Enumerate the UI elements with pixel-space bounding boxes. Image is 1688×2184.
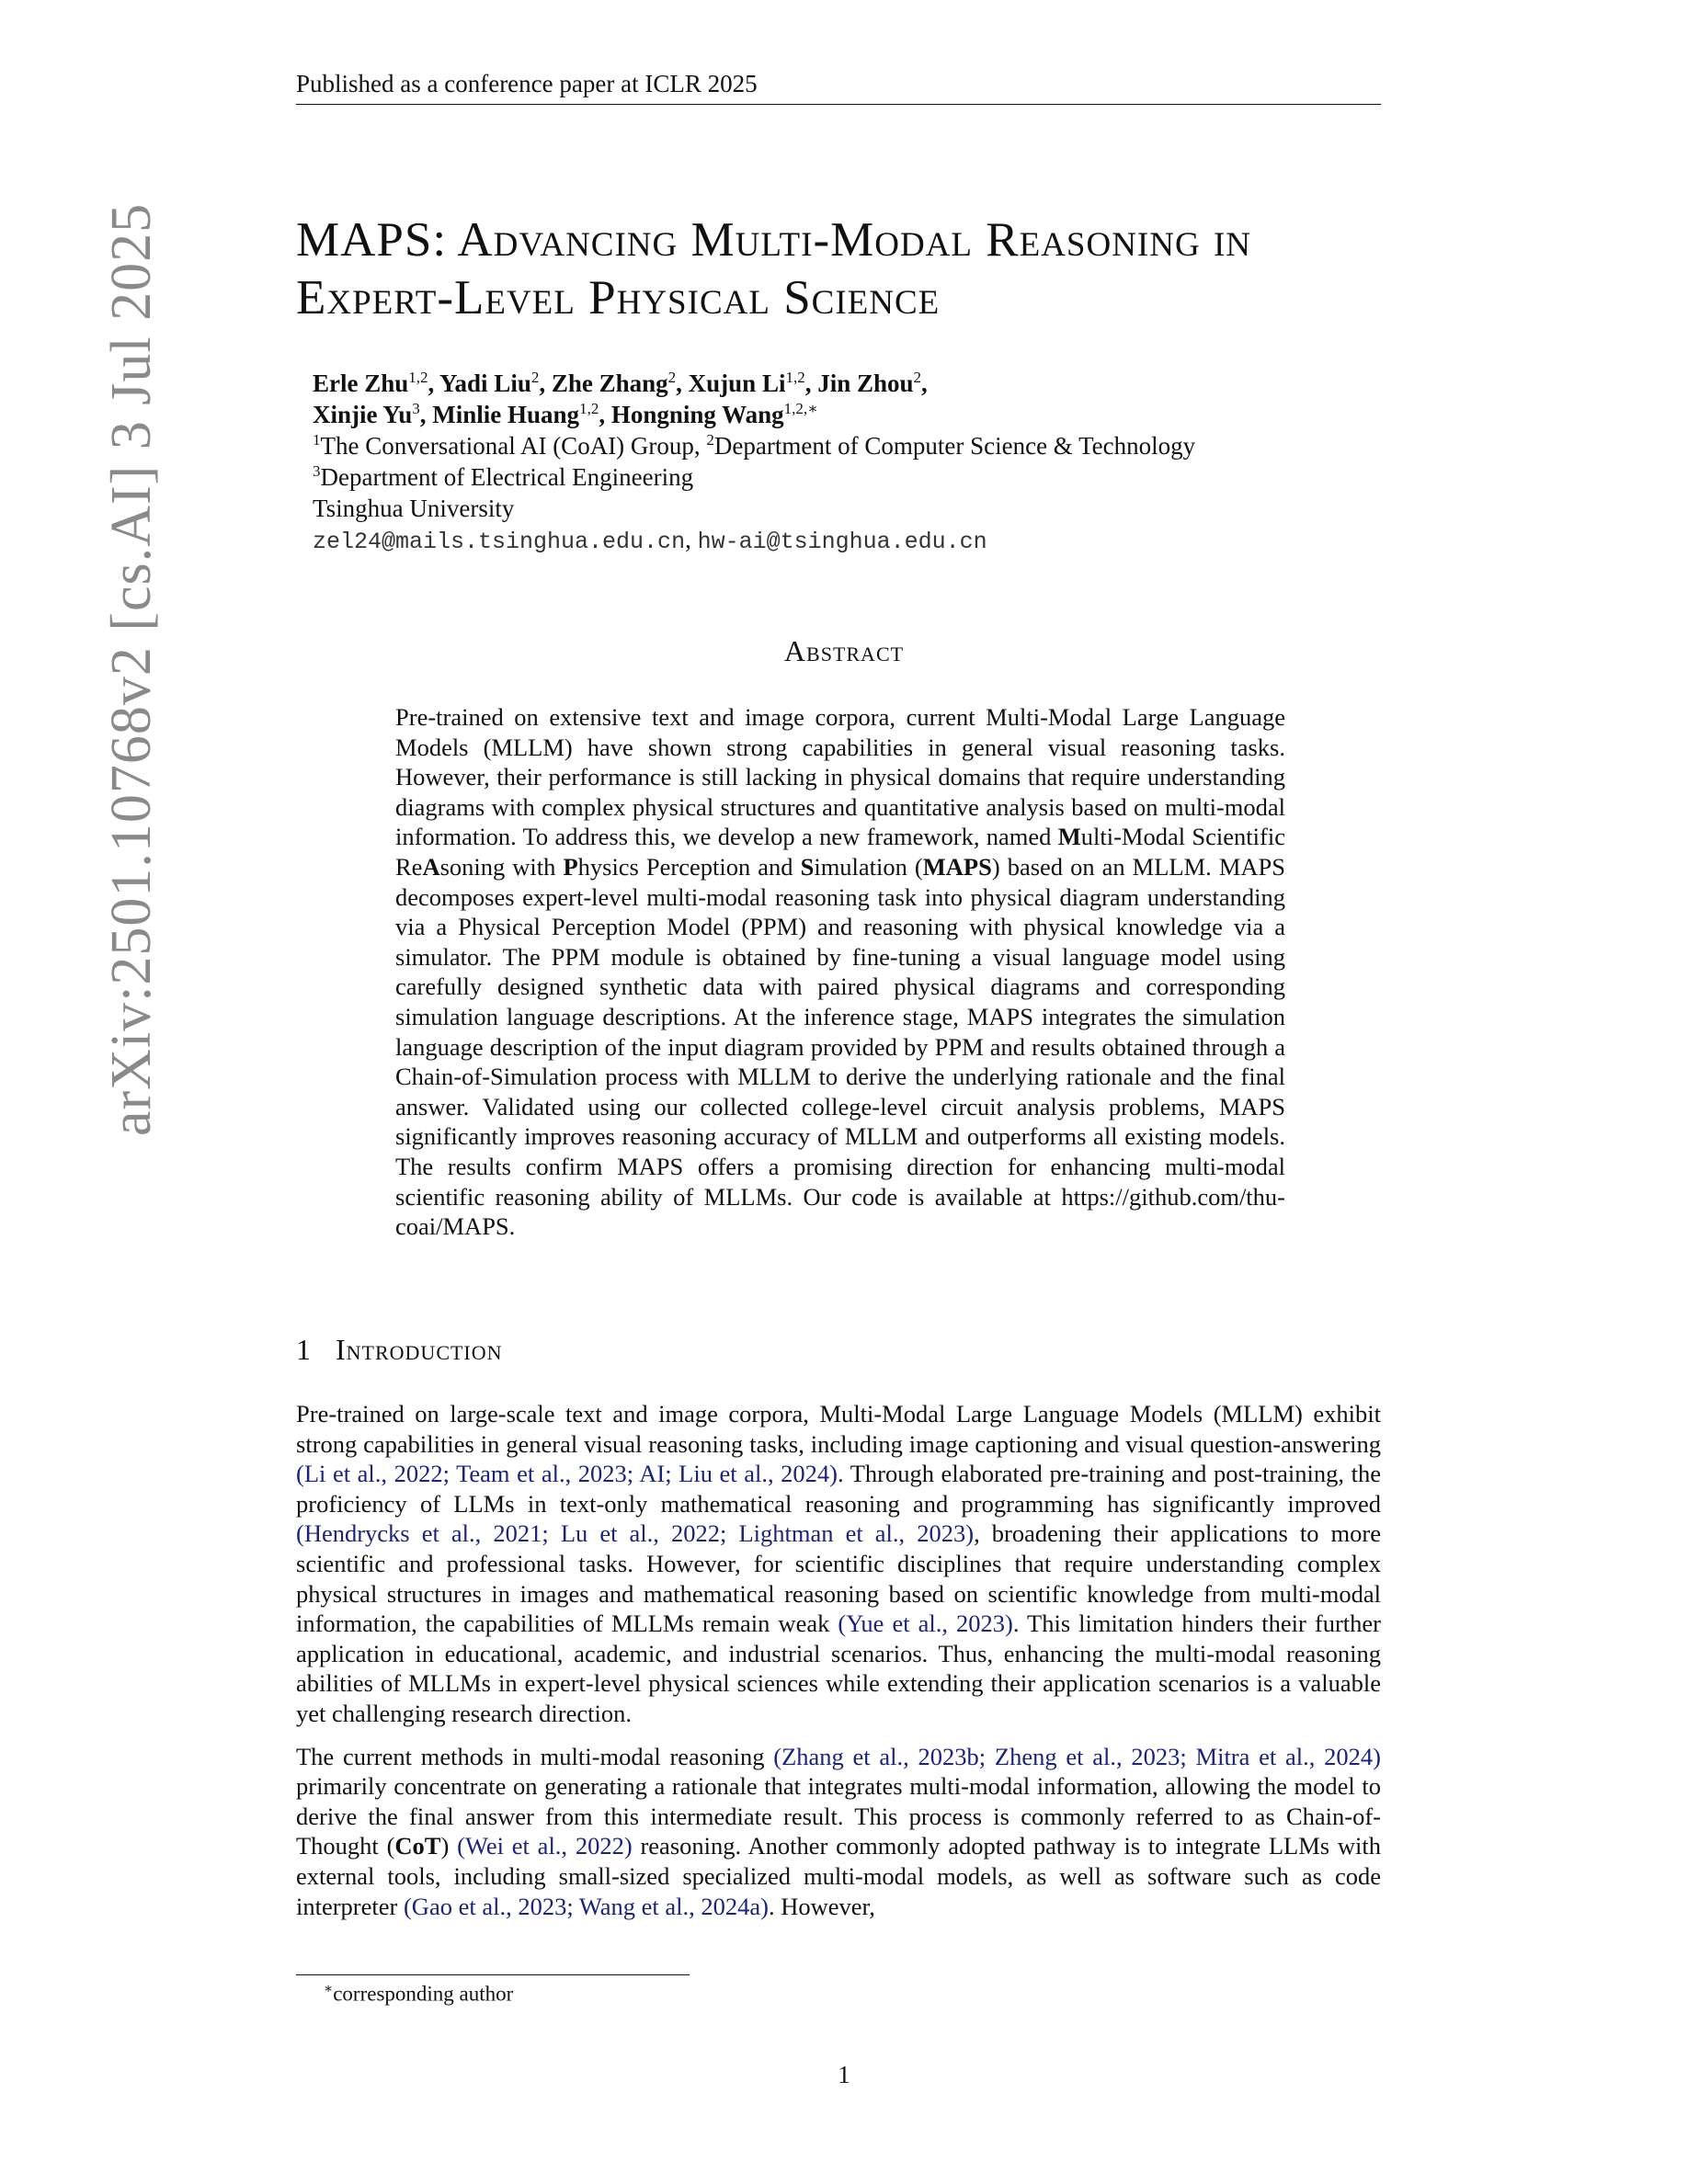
intro-text: . Through elaborated pre-training and post-training, the proficiency of LLMs in text-only mathematical reasoning and programming has significantly improved — [296, 1460, 1381, 1518]
author-affiliation-sup: 1,2,∗ — [783, 400, 818, 417]
author-name: Zhe Zhang — [551, 370, 668, 397]
intro-text: reasoning. Another commonly adopted pathway is to integrate LLMs with external tools, including small-sized specialized multi-modal models, as well as software such as code interpreter — [296, 1832, 1381, 1920]
author-separator: , — [428, 370, 440, 397]
author-affiliation-sup: 2 — [913, 369, 922, 386]
abstract-text: Pre-trained on extensive text and image corpora, current Multi-Modal Large Language Models (MLLM) have shown strong capabilities in general visual reasoning tasks. However, their performance is still lacking in physical domains that require understanding diagrams with complex physical structures and quantitative analysis based on multi-modal information. To address this, we develop a new framework, named — [395, 703, 1285, 851]
author-separator: , — [419, 401, 433, 428]
author-affiliation-sup: 1,2 — [785, 369, 805, 386]
section-title: Introduction — [336, 1333, 503, 1366]
author-name: Xujun Li — [688, 370, 786, 397]
email-2[interactable]: hw-ai@tsinghua.edu.cn — [697, 529, 987, 555]
running-header: Published as a conference paper at ICLR 2025 — [296, 70, 1381, 105]
abstract-bold: MAPS — [922, 852, 992, 881]
citation-link[interactable]: (Wei et al., 2022) — [457, 1832, 633, 1860]
author-affiliation-sup: 2 — [667, 369, 677, 386]
author-separator: , — [921, 370, 928, 397]
citation-link[interactable]: (Zhang et al., 2023b; Zheng et al., 2023; Mitra et al., 2024) — [773, 1742, 1381, 1770]
email-separator: , — [685, 526, 698, 553]
intro-text: , broadening their applications to more scientific and professional tasks. However, for scientific disciplines that require understanding complex physical structures in images and mathematical reasoning based on scientific knowledge from multi-modal information, the capabilities of MLLMs remain weak — [296, 1519, 1381, 1638]
abstract-bold: M — [1057, 823, 1081, 851]
author-line-1 — [313, 368, 1379, 399]
author-separator: , — [804, 370, 818, 397]
author-affiliation-sup: 1,2 — [408, 369, 428, 386]
affiliation-sup: 3 — [313, 462, 321, 480]
intro-paragraph-2 — [296, 1742, 1381, 1922]
author-separator: , — [539, 370, 552, 397]
citation-link[interactable]: (Gao et al., 2023; Wang et al., 2024a) — [403, 1892, 769, 1920]
author-name: Xinjie Yu — [313, 401, 413, 428]
author-affiliation-sup: 1,2 — [579, 400, 599, 417]
abstract-text: hysics Perception and — [577, 852, 801, 881]
abstract-body — [395, 702, 1285, 1242]
email-1[interactable]: zel24@mails.tsinghua.edu.cn — [313, 529, 686, 555]
author-block — [313, 368, 1379, 558]
abstract-text: ulti-Modal Scientific Re — [395, 823, 1285, 881]
author-separator: , — [676, 370, 689, 397]
author-affiliation-sup: 3 — [412, 400, 420, 417]
abstract-text: soning with — [439, 852, 564, 881]
citation-link[interactable]: (Li et al., 2022; Team et al., 2023; AI; Liu et al., 2024) — [296, 1460, 838, 1488]
page-number: 1 — [838, 2061, 850, 2088]
email-line — [313, 524, 1379, 558]
affiliation-coai: The Conversational AI (CoAI) Group, — [320, 432, 707, 460]
university: Tsinghua University — [313, 495, 515, 522]
footnote-rule — [296, 1974, 690, 1975]
author-affiliation-sup: 2 — [530, 369, 540, 386]
affiliation-ee: Department of Electrical Engineering — [320, 463, 694, 491]
citation-link[interactable]: (Yue et al., 2023) — [838, 1610, 1013, 1638]
abstract-text: imulation ( — [814, 852, 923, 881]
introduction-body — [296, 1399, 1381, 1934]
affiliation-cs: Department of Computer Science & Technology — [713, 432, 1196, 460]
author-line-2 — [313, 399, 1379, 430]
intro-bold: CoT — [394, 1832, 441, 1860]
footnote — [324, 1980, 513, 2007]
intro-text: ) — [440, 1832, 458, 1860]
affiliation-line-1 — [313, 430, 1379, 461]
footnote-mark: ∗ — [324, 1982, 334, 1996]
abstract-bold: P — [563, 852, 578, 881]
section-heading-introduction — [296, 1333, 503, 1367]
section-number: 1 — [296, 1333, 312, 1366]
author-name: Erle Zhu — [313, 370, 409, 397]
author-name: Minlie Huang — [432, 401, 580, 428]
arxiv-side-stamp: arXiv:2501.10768v2 [cs.AI] 3 Jul 2025 — [100, 202, 163, 1136]
citation-link[interactable]: (Hendrycks et al., 2021; Lu et al., 2022; Lightman et al., 2023) — [296, 1519, 975, 1548]
affiliation-line-2 — [313, 461, 1379, 493]
intro-text: . This limitation hinders their further application in educational, academic, and industrial scenarios. Thus, enhancing the multi-modal reasoning abilities of MLLMs in expert-level physical sciences while extending their application scenarios is a valuable yet challenging research direction. — [296, 1610, 1381, 1727]
intro-text: Pre-trained on large-scale text and image corpora, Multi-Modal Large Language Models (MLLM) exhibit strong capabilities in general visual reasoning tasks, including image captioning and visual question-answering — [296, 1400, 1381, 1458]
affiliation-sup: 2 — [706, 431, 714, 449]
paper-title: MAPS: Advancing Multi-Modal Reasoning in Expert-Level Physical Science — [296, 213, 1251, 324]
author-name: Jin Zhou — [817, 370, 914, 397]
abstract-text: ) based on an MLLM. MAPS decomposes expert-level multi-modal reasoning task into physical diagram understanding via a Physical Perception Model (PPM) and reasoning with physical knowledge via a simulator. The PPM module is obtained by fine-tuning a visual language model using carefully designed synthetic data with paired physical diagrams and corresponding simulation language descriptions. At the inference stage, MAPS integrates the simulation language description of the input diagram provided by PPM and results obtained through a Chain-of-Simulation process with MLLM to derive the underlying rationale and the final answer. Validated using our collected college-level circuit analysis problems, MAPS significantly improves reasoning accuracy of MLLM and outperforms all existing models. The results confirm MAPS offers a promising direction for enhancing multi-modal scientific reasoning ability of MLLMs. Our code is available at https://github.com/thu-coai/MAPS. — [395, 852, 1285, 1241]
abstract-bold: A — [422, 852, 440, 881]
footnote-text: corresponding author — [333, 1982, 514, 2006]
author-name: Yadi Liu — [439, 370, 531, 397]
intro-text: The current methods in multi-modal reasoning — [296, 1742, 774, 1770]
abstract-bold: S — [800, 852, 815, 881]
intro-paragraph-1 — [296, 1399, 1381, 1729]
abstract-heading: Abstract — [783, 634, 905, 667]
affiliation-sup: 1 — [313, 431, 321, 449]
author-separator: , — [599, 401, 611, 428]
intro-text: . However, — [768, 1892, 875, 1920]
author-name: Hongning Wang — [610, 401, 784, 428]
intro-text: primarily concentrate on generating a rationale that integrates multi-modal information, allowing the model to derive the final answer from this intermediate result. This process is commonly referred to as Chain-of-Thought ( — [296, 1772, 1381, 1860]
